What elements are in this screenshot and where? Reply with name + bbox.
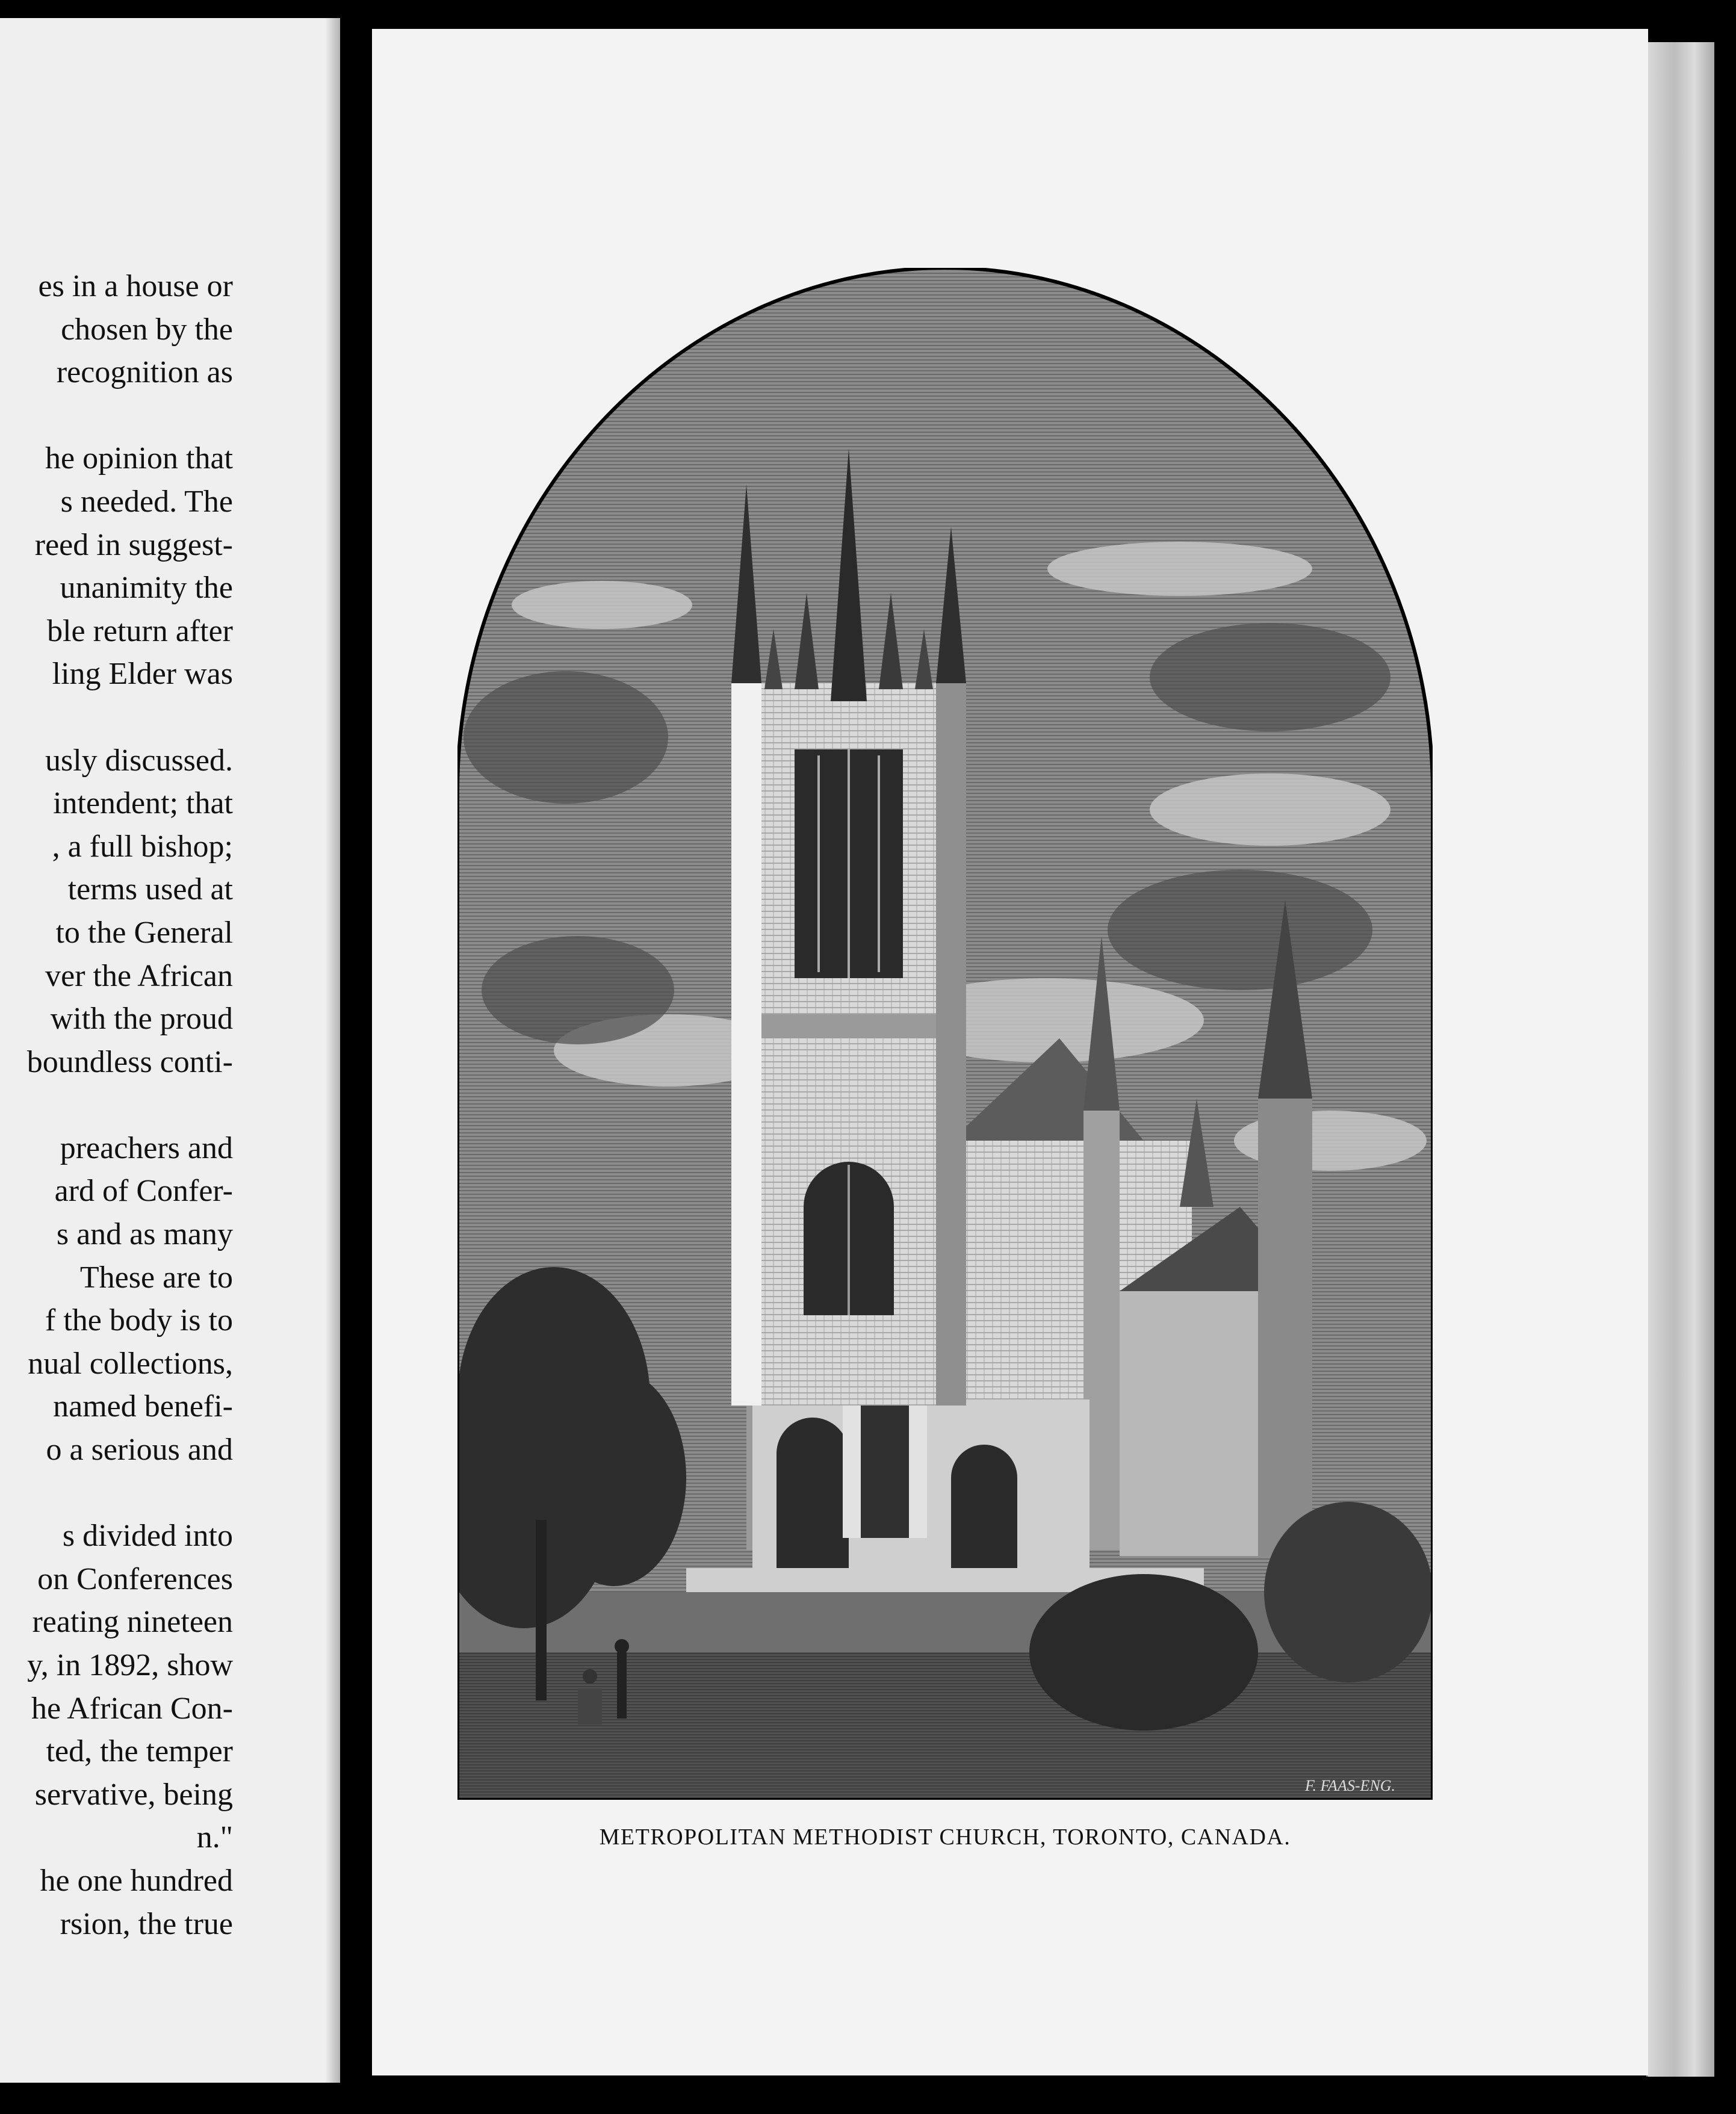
text-line: ling Elder was xyxy=(52,657,233,692)
text-line: n." xyxy=(196,1820,233,1855)
text-line: on Conferences xyxy=(37,1561,233,1596)
text-line: usly discussed. xyxy=(45,743,233,778)
text-line: es in a house or xyxy=(38,269,233,303)
text-line: reating nineteen xyxy=(32,1605,233,1640)
text-line: chosen by the xyxy=(61,312,233,347)
page-edge xyxy=(1646,42,1714,2077)
text-line: preachers and xyxy=(60,1130,233,1165)
text-line: s needed. The xyxy=(60,484,233,519)
text-line: reed in suggest- xyxy=(34,527,233,562)
text-line: rsion, the true xyxy=(60,1906,233,1941)
left-page xyxy=(0,18,340,2083)
text-line: unanimity the xyxy=(60,571,233,606)
text-line: o a serious and xyxy=(46,1433,233,1468)
text-line: named benefi- xyxy=(53,1389,233,1424)
text-line: servative, being xyxy=(34,1777,233,1812)
engraver-signature: F. FAAS-ENG. xyxy=(1305,1777,1395,1794)
text-line: he opinion that xyxy=(45,441,233,476)
text-line: y, in 1892, show xyxy=(27,1648,233,1682)
left-page-text xyxy=(0,265,233,1945)
text-line: nual collections, xyxy=(28,1346,233,1381)
text-line: recognition as xyxy=(56,355,233,390)
text-line: he one hundred xyxy=(40,1863,233,1898)
text-line: intendent; that xyxy=(53,786,233,821)
text-line: s and as many xyxy=(56,1217,233,1252)
text-line: ver the African xyxy=(45,958,233,993)
text-line: s divided into xyxy=(62,1519,233,1554)
text-line: ble return after xyxy=(47,613,233,648)
text-line: with the proud xyxy=(50,1002,233,1037)
text-line: to the General xyxy=(55,915,233,950)
gutter-shadow xyxy=(325,18,340,2083)
text-line: terms used at xyxy=(67,872,233,907)
text-line: ted, the temper xyxy=(46,1734,233,1769)
text-line: he African Con- xyxy=(31,1691,233,1726)
illustration-caption: METROPOLITAN METHODIST CHURCH, TORONTO, CANADA. xyxy=(599,1824,1291,1850)
church-engraving xyxy=(457,268,1433,1800)
text-line: f the body is to xyxy=(45,1303,233,1338)
text-line: ard of Confer- xyxy=(54,1174,233,1209)
text-line: , a full bishop; xyxy=(52,829,233,864)
text-line: These are to xyxy=(79,1260,233,1295)
text-line: boundless conti- xyxy=(26,1044,233,1079)
